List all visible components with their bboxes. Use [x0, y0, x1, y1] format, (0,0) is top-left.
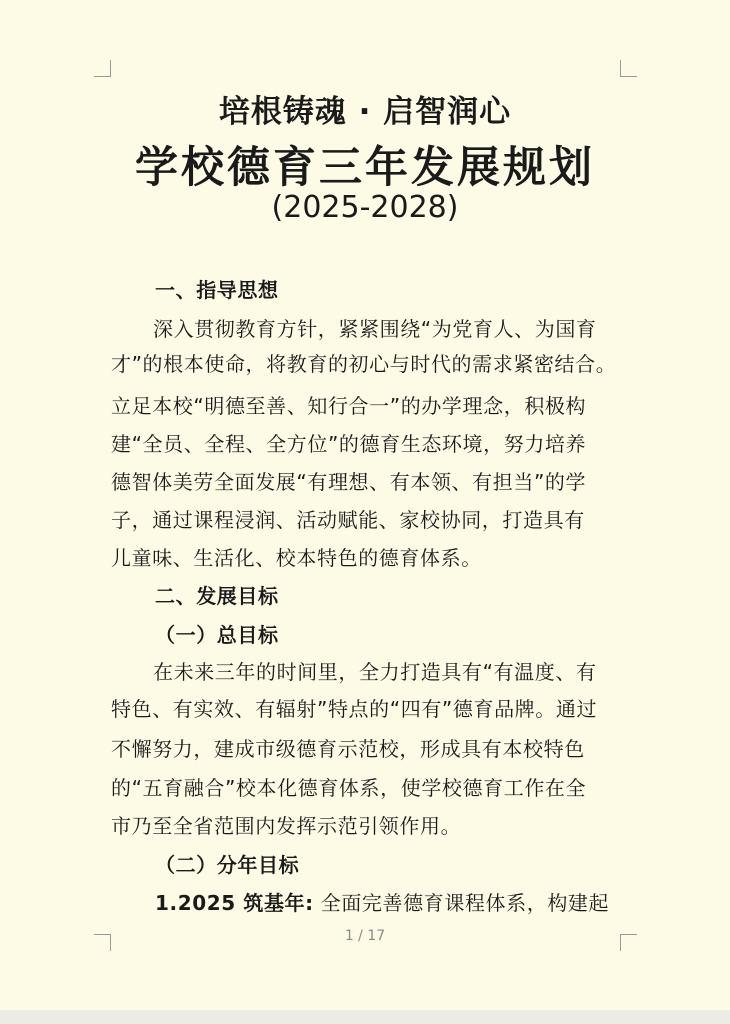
document-title-line-1: 培根铸魂 · 启智润心 — [218, 94, 512, 130]
paragraph-line: 在未来三年的时间里，全力打造具有“有温度、有 — [153, 660, 597, 684]
document-title-line-2: 学校德育三年发展规划 — [135, 143, 595, 193]
paragraph-line: 才”的根本使命，将教育的初心与时代的需求紧密结合。 — [111, 352, 617, 376]
section-heading-guiding-ideology: 一、指导思想 — [155, 278, 279, 302]
paragraph-line: 不懈努力，建成市级德育示范校，形成具有本校特色 — [111, 737, 585, 761]
crop-mark-top-left — [94, 60, 111, 77]
section-heading-development-goals: 二、发展目标 — [155, 584, 279, 608]
crop-mark-top-right — [620, 60, 637, 77]
document-title-line-3: (2025-2028) — [271, 190, 459, 225]
paragraph-line: 德智体美劳全面发展“有理想、有本领、有担当”的学 — [111, 470, 587, 494]
paragraph-line: 深入贯彻教育方针，紧紧围绕“为党育人、为国育 — [153, 317, 597, 341]
page-indicator: 1 / 17 — [344, 928, 386, 944]
paragraph-line: 特色、有实效、有辐射”特点的“四有”德育品牌。通过 — [111, 697, 598, 721]
paragraph-line: 市乃至全省范围内发挥示范引领作用。 — [111, 814, 462, 838]
paragraph-line: 的“五育融合”校本化德育体系，使学校德育工作在全 — [111, 776, 587, 800]
paragraph-line: 儿童味、生活化、校本特色的德育体系。 — [111, 546, 482, 570]
subsection-heading-yearly-goals: （二）分年目标 — [155, 853, 300, 877]
paragraph-line: 立足本校“明德至善、知行合一”的办学理念，积极构 — [111, 394, 587, 418]
paragraph-line: 子，通过课程浸润、活动赋能、家校协同，打造具有 — [111, 508, 585, 532]
paragraph-line: 建“全员、全程、全方位”的德育生态环境，努力培养 — [111, 432, 587, 456]
subsection-heading-overall-goal: （一）总目标 — [155, 623, 279, 647]
viewer-bottom-strip — [0, 1010, 730, 1024]
list-item-label: 1.2025 筑基年: — [155, 891, 314, 915]
list-item-text: 全面完善德育课程体系，构建起 — [320, 891, 610, 915]
list-item — [155, 887, 609, 916]
